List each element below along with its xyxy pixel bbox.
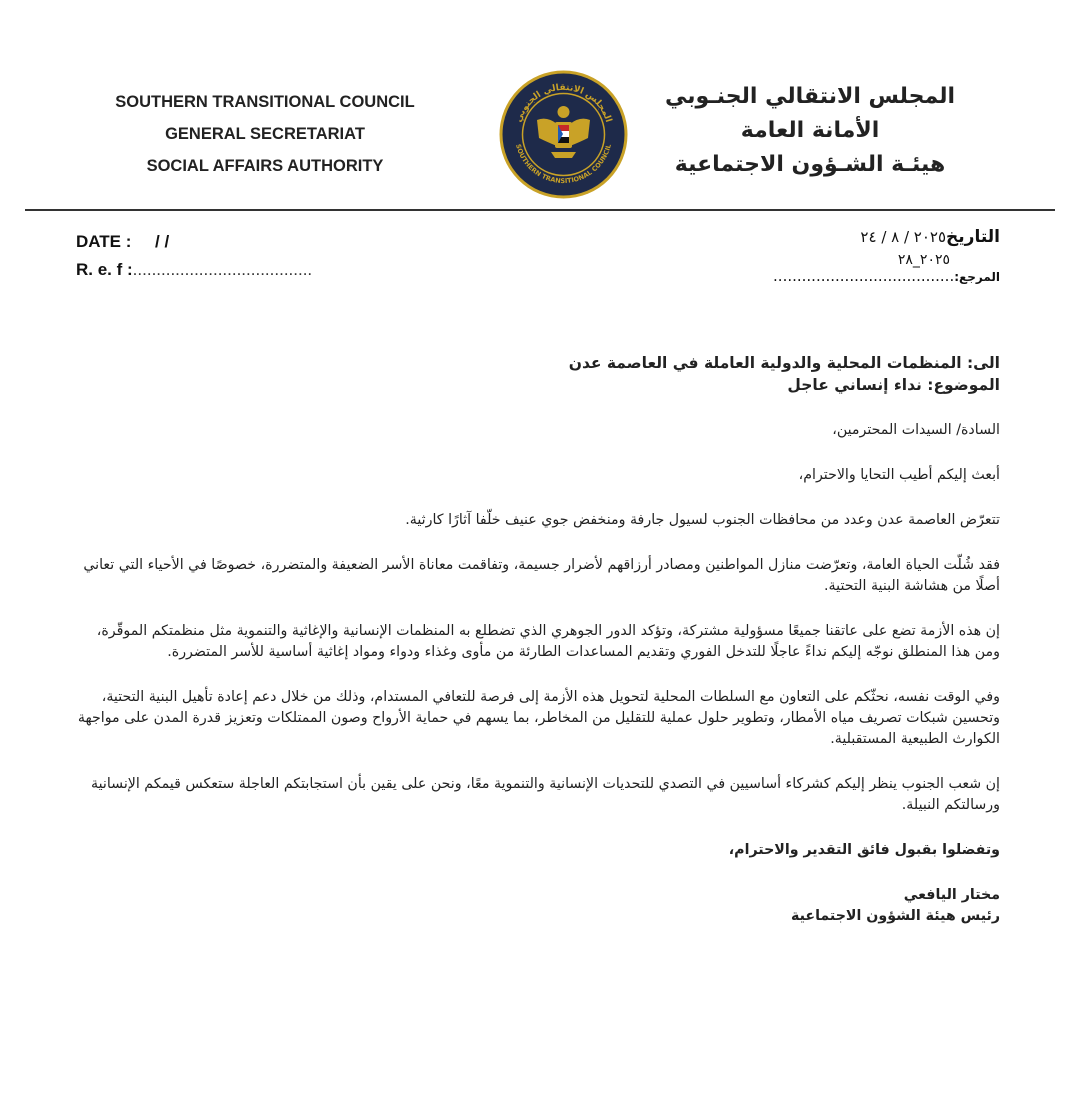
arabic-date-ref (720, 224, 1000, 284)
arabic-letterhead-line: الأمانة العامة (740, 118, 880, 143)
arabic-letterhead (645, 80, 975, 182)
english-date-ref (76, 228, 312, 284)
signer-name: مختار اليافعي (903, 887, 1000, 903)
letter-body (70, 352, 1000, 927)
logo-top-text: المجلس الانتقالي الجنوبي (513, 82, 614, 124)
ref-label-en: R. e. f : (76, 260, 133, 279)
ref-label-ar: المرجع: (954, 270, 1000, 284)
letter-greeting: أبعث إليكم أطيب التحايا والاحترام، (798, 467, 1000, 483)
header-divider (25, 209, 1055, 211)
ref-dots-en: ...................................... (132, 260, 313, 279)
letter-recipient: الى: المنظمات المحلية والدولية العاملة في العاصمة عدن (568, 354, 1000, 372)
letter-closing: وتفضلوا بقبول فائق التقدير والاحترام، (728, 842, 1000, 858)
date-label-ar: التاريخ (946, 227, 1000, 247)
english-letterhead-line: GENERAL SECRETARIAT (165, 125, 365, 143)
date-value-ar: ٢٠٢٥ / ٨ / ٢٤ (860, 228, 947, 246)
signer-title: رئيس هيئة الشؤون الاجتماعية (790, 908, 1000, 924)
arabic-letterhead-line: المجلس الانتقالي الجنـوبي (664, 84, 956, 109)
arabic-letterhead-line: هيئـة الشـؤون الاجتماعية (674, 152, 946, 177)
ref-dots-ar: ...................................... (773, 267, 955, 285)
letter-paragraph: وفي الوقت نفسه، نحثّكم على التعاون مع السلطات المحلية لتحويل هذه الأزمة إلى فرصة للتعافي المستدام، وذلك من خلال دعم إعادة تأهيل البنية التحتية، وتحسين شبكات تصريف مياه الأمطار، وتطوير حلول عملية للتقليل من المخاطر، بما يسهم في حماية الأرواح وصون الممتلكات وتعزيز قدرة المدن على مواجهة الكوارث الطبيعية المستقبلية. (77, 689, 1000, 747)
date-label-en: DATE : (76, 232, 132, 251)
logo-bottom-text: SOUTHERN TRANSITIONAL COUNCIL (514, 143, 613, 186)
letter-salutation: السادة/ السيدات المحترمين، (832, 422, 1000, 438)
english-letterhead-line: SOCIAL AFFAIRS AUTHORITY (146, 157, 384, 175)
date-value-en: / / (155, 232, 170, 251)
letter-paragraph: إن شعب الجنوب ينظر إليكم كشركاء أساسيين في التصدي للتحديات الإنسانية والتنموية معًا، ونحن على يقين بأن استجابتكم العاجلة ستعكس قيمكم الإنسانية ورسالتكم النبيلة. (91, 776, 1000, 813)
letter-paragraph: فقد شُلّت الحياة العامة، وتعرّضت منازل المواطنين ومصادر أرزاقهم لأضرار جسيمة، وتفاقمت معاناة الأسر الضعيفة والمتضررة، خصوصًا في الأحياء التي تعاني أصلًا من هشاشة البنية التحتية. (83, 557, 1000, 594)
english-letterhead (95, 86, 435, 182)
english-letterhead-line: SOUTHERN TRANSITIONAL COUNCIL (115, 93, 415, 111)
letter-paragraph: إن هذه الأزمة تضع على عاتقنا جميعًا مسؤولية مشتركة، وتؤكد الدور الجوهري الذي تضطلع به المنظمات الإنسانية والإغاثية والتنموية مثل منظمتكم الموقّرة، ومن هذا المنطلق نوجّه إليكم نداءً عاجلًا للتدخل الفوري وتقديم المساعدات الطارئة من مأوى وغذاء ودواء ومواد إغاثية أساسية للأسر المتضررة. (96, 623, 1000, 660)
council-emblem-logo (497, 68, 630, 201)
letter-subject: الموضوع: نداء إنساني عاجل (787, 376, 1000, 394)
ref-value-ar: ٢٠٢٥_٢٨ (897, 252, 950, 268)
letter-paragraph: تتعرّض العاصمة عدن وعدد من محافظات الجنوب لسيول جارفة ومنخفض جوي عنيف خلّفا آثارًا كارثية. (405, 512, 1000, 528)
